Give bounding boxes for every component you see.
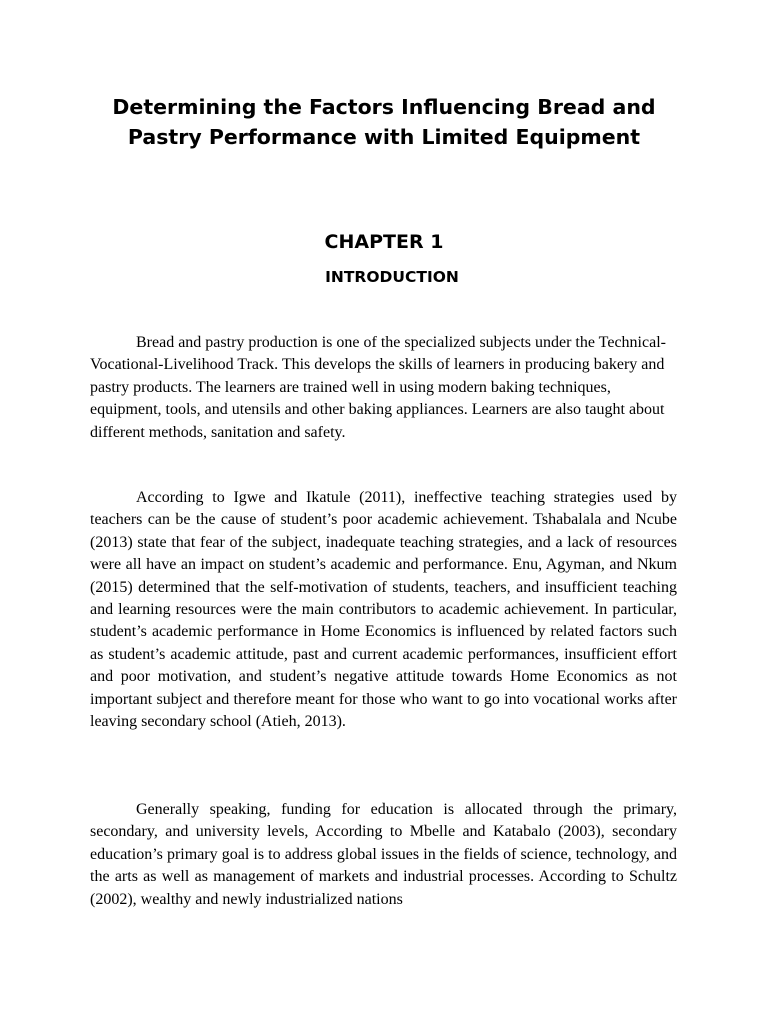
document-title: Determining the Factors Influencing Bread and Pastry Performance with Limited Equipment [112, 95, 656, 149]
paragraph: Generally speaking, funding for education is allocated through the primary, secondary, and university levels, According to Mbelle and Katabalo (2003), secondary education’s primary goal is to address global issues in the fields of science, technology, and the arts as well as management of markets and industrial processes. According to Schultz (2002), wealthy and newly industrialized nations [90, 801, 677, 908]
chapter-heading: CHAPTER 1 [324, 231, 444, 253]
paragraph: Bread and pastry production is one of the specialized subjects under the Technical-Vocational-Livelihood Track. This develops the skills of learners in producing bakery and pastry products. The learners are trained well in using modern baking techniques, equipment, tools, and utensils and other baking appliances. Learners are also taught about different methods, sanitation and safety. [90, 334, 666, 441]
paragraph: According to Igwe and Ikatule (2011), ineffective teaching strategies used by teachers can be the cause of student’s poor academic achievement. Tshabalala and Ncube (2013) state that fear of the subject, inadequate teaching strategies, and a lack of resources were all have an impact on student’s academic and performance. Enu, Agyman, and Nkum (2015) determined that the self-motivation of students, teachers, and insufficient teaching and learning resources were the main contributors to academic achievement. In particular, student’s academic performance in Home Economics is influenced by related factors such as student’s academic attitude, past and current academic performances, insufficient effort and poor motivation, and student’s negative attitude towards Home Economics as not important subject and therefore meant for those who want to go into vocational works after leaving secondary school (Atieh, 2013). [90, 489, 677, 731]
section-heading: INTRODUCTION [325, 268, 459, 286]
